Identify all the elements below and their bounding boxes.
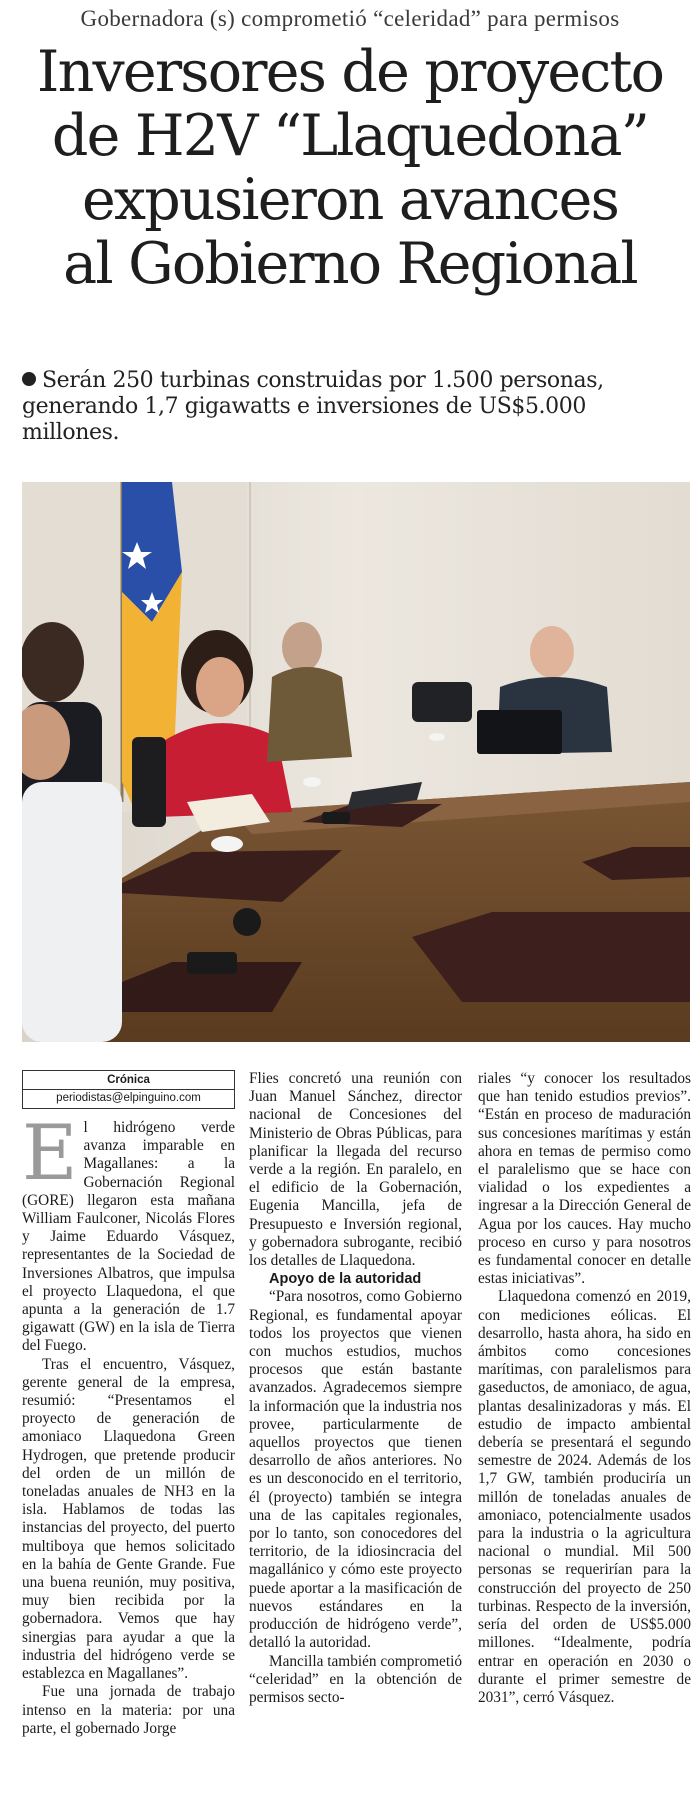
column-1: [22, 1070, 235, 1738]
paragraph: Tras el encuentro, Vásquez, gerente general de la empresa, resumió: “Presentamos el proyecto de generación de amoniaco Llaquedona Green Hydrogen, que pretende producir del orden de un millón de toneladas anuales de NH3 en la isla. Hablamos de todas las instancias del proyecto, del puerto multiboya que hemos solicitado en la bahía de Gente Grande. Fue una buena reunión, muy positiva, muy bien recibida por la gobernadora. Vemos que hay sinergias para ayudar a que la industria del hidrógeno verde se establezca en Magallanes”.: [22, 1355, 235, 1683]
meeting-photo: [22, 482, 690, 1042]
column-2: [249, 1070, 462, 1707]
article-headline: [0, 40, 700, 296]
article-body: [22, 1070, 692, 1815]
deck-text: Serán 250 turbinas construidas por 1.500 personas, generando 1,7 gigawatts e inversiones de US$5.000 millones.: [22, 368, 604, 445]
paragraph: “Para nosotros, como Gobierno Regional, es fundamental apoyar todos los proyectos que vienen con muchos estudios, muchos procesos que están bastante avanzados. Agradecemos siempre la información que la industria nos provee, particularmente de aquellos proyectos que tienen desarrollo de años anteriores. No es un desconocido en el territorio, él (proyecto) también se integra una de las capitales regionales, por lo tanto, son conocedores del territorio, de la idiosincracia del magallánico y cómo este proyecto puede aportar a la masificación de nuevos estándares en la producción de hidrógeno verde”, detalló la autoridad.: [249, 1288, 462, 1652]
byline-email: periodistas@elpinguino.com: [56, 1092, 201, 1104]
byline-box: [22, 1070, 235, 1109]
column-3: [478, 1070, 691, 1707]
headline-line: Inversores de proyecto: [36, 39, 664, 105]
bullet-icon: [22, 372, 36, 386]
drop-cap: E: [22, 1108, 78, 1197]
section-label: Crónica: [23, 1072, 234, 1090]
article-kicker: Gobernadora (s) comprometió “celeridad” para permisos: [80, 6, 620, 31]
paragraph: Mancilla también comprometió “celeridad” en la obtención de permisos secto-: [249, 1652, 462, 1706]
paragraph-text: l hidrógeno verde avanza imparable en Magallanes: a la Gobernación Regional (GORE) llegaron esta mañana William Faulconer, Nicolás Flores y Jaime Eduardo Vásquez, representantes de la Sociedad de Inversiones Albatros, que impulsa el proyecto Llaquedona, el que apunta a la generación de 1.7 gigawatt (GW) en la isla de Tierra del Fuego.: [22, 1119, 235, 1355]
headline-line: al Gobierno Regional: [63, 231, 637, 297]
subhead: Apoyo de la autoridad: [269, 1271, 422, 1288]
article-deck: [22, 368, 682, 446]
paragraph: [22, 1108, 235, 1356]
paragraph: riales “y conocer los resultados que han tenido estudios previos”. “Están en proceso de maduración sus concesiones marítimas y están ahora en temas de permiso como el paralelismo que se hace con vialidad o los expedientes a ingresar a la Dirección General de Agua por los cauces. Hay mucho proceso en curso y para nosotros es fundamental conocer en detalle estas iniciativas”.: [478, 1070, 691, 1288]
headline-line: de H2V “Llaquedona”: [51, 103, 649, 169]
headline-line: expusieron avances: [81, 167, 619, 233]
paragraph: Fue una jornada de trabajo intenso en la materia: por una parte, el gobernado Jorge: [22, 1683, 235, 1737]
paragraph: Llaquedona comenzó en 2019, con mediciones eólicas. El desarrollo, hasta ahora, ha sido en ámbitos como concesiones marítimas, con paralelismos para gaseductos, de amoniaco, de agua, plantas desalinizadoras y más. El estudio de impacto ambiental debería se presentará el segundo semestre de 2024. Además de los 1,7 GW, también produciría un millón de toneladas anuales de amoniaco, potencialmente usados para la industria o la agricultura nacional o mundial. Mil 500 personas se requerirían para la construcción del proyecto de 250 turbinas. Respecto de la inversión, sería del orden de US$5.000 millones. “Idealmente, podría entrar en operación en 2030 o durante el primer semestre de 2031”, cerró Vásquez.: [478, 1288, 691, 1706]
paragraph: Flies concretó una reunión con Juan Manuel Sánchez, director nacional de Concesiones del Ministerio de Obras Públicas, para planificar la llegada del recurso verde a la región. En paralelo, en el edificio de la Gobernación, Eugenia Mancilla, jefa de Presupuesto e Inversión regional, y gobernadora subrogante, recibió los detalles de Llaquedona.: [249, 1070, 462, 1270]
